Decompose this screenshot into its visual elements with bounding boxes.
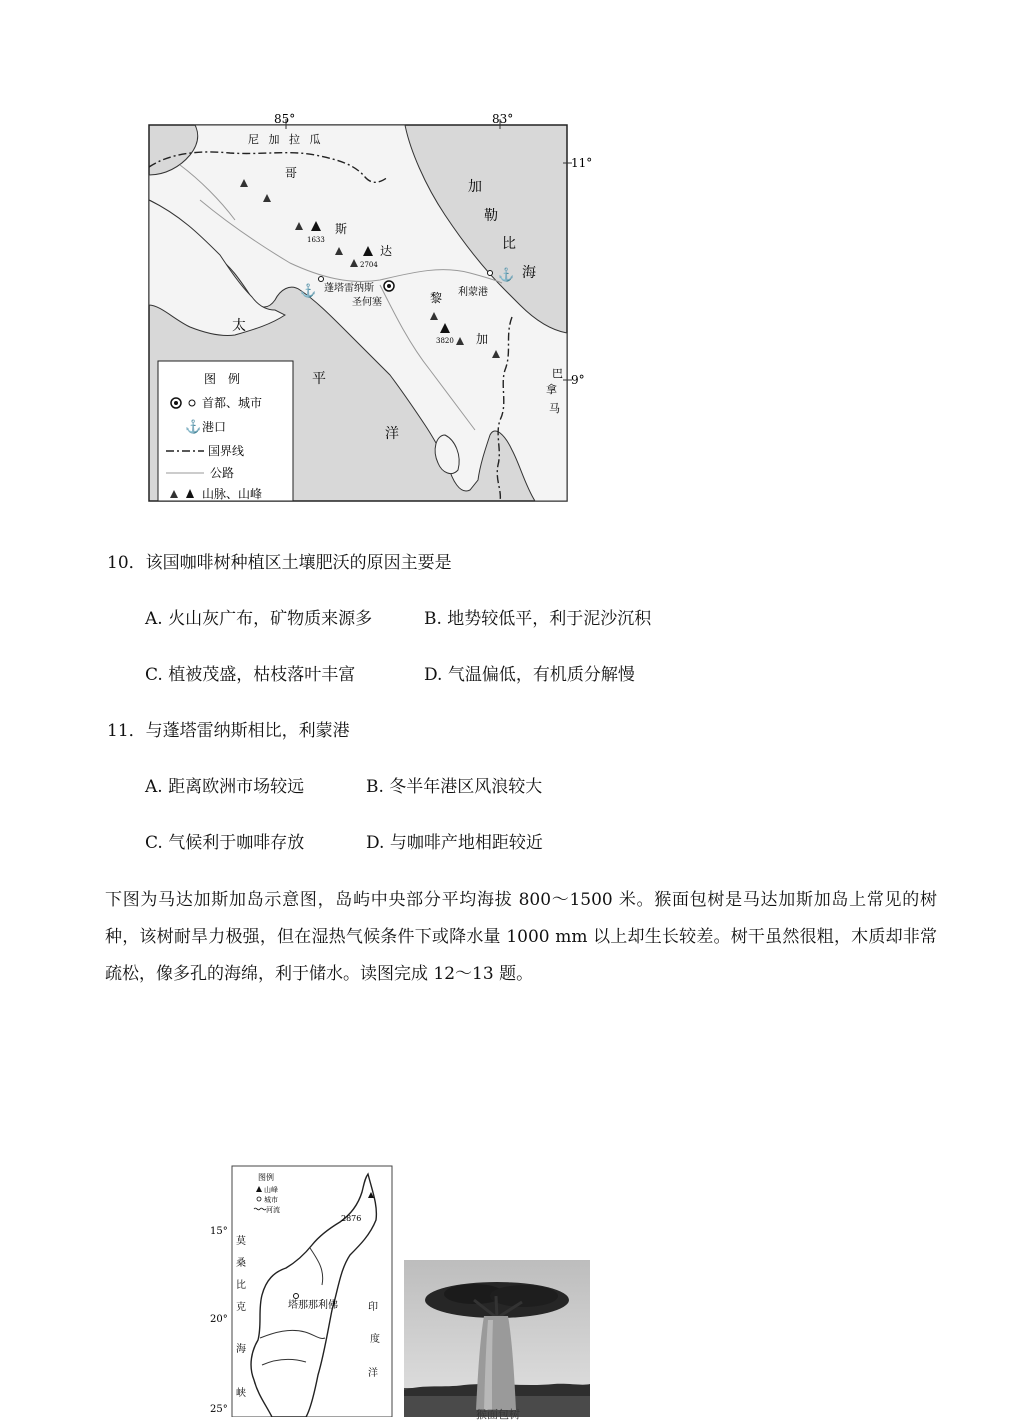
city-limon-label: 利蒙港	[458, 287, 488, 298]
costa-rica-map	[140, 105, 600, 515]
option-11-d[interactable]: D. 与咖啡产地相距较近	[366, 833, 543, 853]
lat-15-label: 15°	[210, 1226, 228, 1237]
country-char-2: 斯	[335, 222, 348, 236]
anchor-icon: ⚓	[300, 284, 317, 299]
map2-legend-peak: 山峰	[264, 1186, 278, 1194]
option-11-a[interactable]: A. 距离欧洲市场较远	[145, 777, 305, 797]
ocean-char-3: 洋	[368, 1368, 378, 1379]
caribbean-char-1: 加	[468, 179, 482, 195]
lat-20-label: 20°	[210, 1314, 228, 1325]
legend-anchor-icon: ⚓	[185, 420, 202, 435]
question-stem: 与蓬塔雷纳斯相比，利蒙港	[145, 721, 350, 741]
map2-legend-city: 城市	[264, 1196, 278, 1204]
city-antananarivo-label: 塔那那利佛	[288, 1300, 338, 1311]
baobab-trunk	[476, 1316, 516, 1410]
city-puntarenas-label	[324, 281, 374, 294]
legend-city-icon	[257, 1197, 261, 1201]
channel-char-6: 峡	[236, 1388, 246, 1399]
baobab-crown-part	[490, 1285, 558, 1307]
panama-char-1: 巴	[552, 367, 563, 380]
question-stem: 该国咖啡树种植区土壤肥沃的原因主要是	[145, 553, 452, 573]
legend-city-icon	[189, 400, 195, 406]
question-number: 11．	[107, 721, 146, 741]
country-char-4: 黎	[430, 291, 443, 305]
option-10-c[interactable]: C. 植被茂盛，枯枝落叶丰富	[145, 665, 356, 685]
lat-25-label: 25°	[210, 1404, 228, 1415]
country-char-3: 达	[380, 244, 393, 258]
country-char-1: 哥	[285, 166, 298, 180]
peak-3820-label: 3820	[436, 337, 454, 345]
city-icon	[488, 271, 493, 276]
photo-caption: 猴面包树	[476, 1408, 520, 1421]
city-icon	[294, 1294, 299, 1299]
question-number: 10．	[107, 553, 146, 573]
pacific-char-2: 平	[312, 371, 326, 387]
lon-right-label: 83°	[492, 112, 514, 126]
legend-capital-core	[174, 401, 178, 405]
baobab-image	[404, 1260, 590, 1417]
peak-2704-label: 2704	[360, 261, 378, 269]
channel-char-5: 海	[236, 1344, 246, 1355]
legend-capital-city-label: 首都、城市	[202, 396, 263, 410]
channel-char-2: 桑	[236, 1258, 246, 1269]
lon-left-label: 85°	[274, 112, 296, 126]
option-10-b[interactable]: B. 地势较低平，利于泥沙沉积	[424, 609, 652, 629]
lat-top-label: 11°	[571, 156, 593, 170]
nicaragua-label: 尼 加 拉 瓜	[248, 133, 324, 146]
capital-star-core	[387, 284, 391, 288]
question-10	[107, 548, 452, 573]
madagascar-map	[200, 1160, 400, 1417]
legend-road-label: 公路	[210, 466, 235, 480]
channel-char-4: 克	[236, 1302, 246, 1313]
legend-mountain-label: 山脉、山峰	[202, 487, 263, 501]
caribbean-char-3: 比	[502, 236, 516, 252]
baobab-photo	[404, 1260, 590, 1417]
caribbean-char-4: 海	[522, 265, 536, 281]
option-10-d[interactable]: D. 气温偏低，有机质分解慢	[424, 665, 635, 685]
option-10-a[interactable]: A. 火山灰广布，矿物质来源多	[145, 609, 373, 629]
peak-1633-label: 1633	[307, 236, 325, 244]
legend-port-label: 港口	[202, 420, 227, 434]
channel-char-3: 比	[236, 1280, 246, 1291]
pacific-char-1: 太	[232, 318, 246, 334]
lat-bottom-label: 9°	[571, 373, 585, 387]
peak-2876-label: 2876	[341, 1214, 362, 1223]
city-capital-label: 圣何塞	[352, 297, 382, 308]
option-11-c[interactable]: C. 气候利于咖啡存放	[145, 833, 305, 853]
map2-legend-title: 图例	[258, 1173, 274, 1182]
puntarenas-line-1: 蓬塔雷纳斯	[324, 283, 374, 294]
ocean-char-2: 度	[370, 1334, 380, 1345]
country-char-5: 加	[476, 332, 489, 346]
intro-paragraph: 下图为马达加斯加岛示意图，岛屿中央部分平均海拔 800～1500 米。猴面包树是马达加斯加岛上常见的树种，该树耐旱力极强，但在湿热气候条件下或降水量 1000 mm 以上却生长较差。树干虽然很粗，木质却非常疏松，像多孔的海绵，利于储水。读图完成 12～13 题。	[105, 890, 937, 984]
question-11	[107, 716, 350, 741]
city-icon	[319, 277, 324, 282]
panama-char-2: 拿	[546, 383, 557, 396]
pacific-char-3: 洋	[385, 426, 399, 442]
legend-border-label: 国界线	[208, 444, 245, 458]
caribbean-char-2: 勒	[484, 208, 498, 224]
option-11-b[interactable]: B. 冬半年港区风浪较大	[366, 777, 543, 797]
anchor-icon: ⚓	[498, 268, 515, 283]
channel-char-1: 莫	[236, 1236, 246, 1247]
legend-title: 图 例	[204, 372, 241, 386]
panama-char-3: 马	[549, 402, 560, 415]
ocean-char-1: 印	[368, 1302, 378, 1313]
map2-legend-river: 河流	[266, 1206, 280, 1214]
